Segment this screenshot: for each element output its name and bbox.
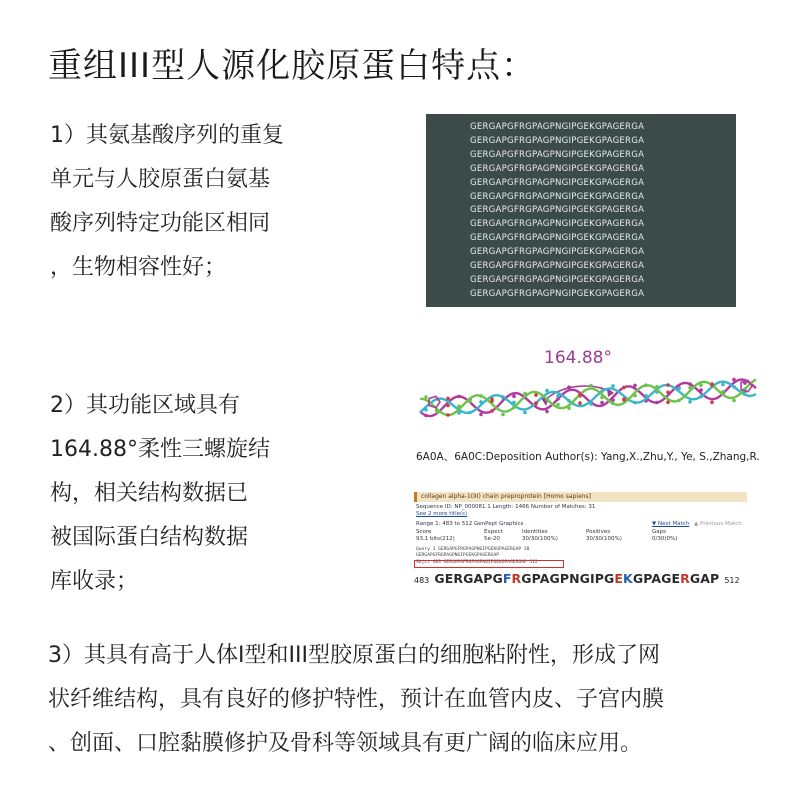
atom-dot — [479, 413, 483, 417]
blast-seq-id: Sequence ID: NP_000081.1 Length: 1466 Number of Matches: 31 — [416, 504, 596, 510]
atom-dot — [490, 399, 494, 403]
atom-dot — [677, 387, 681, 391]
atom-dot — [567, 406, 571, 410]
atom-dot — [710, 383, 714, 387]
previous-match-link[interactable]: ▲ Previous Match — [694, 521, 742, 527]
residue-segment: GERGAPG — [434, 571, 503, 586]
sequence-row: GERGAPGFRGPAGPNGIPGEKGPAGERGA — [470, 261, 645, 271]
sequence-row: GERGAPGFRGPAGPNGIPGEKGPAGERGA — [470, 149, 645, 160]
atom-dot — [435, 410, 439, 414]
atom-dot — [721, 390, 725, 394]
atom-dot — [578, 393, 582, 397]
atom-dot — [424, 395, 428, 399]
atom-dot — [688, 386, 692, 390]
sequence-row: GERGAPGFRGPAGPNGIPGEKGPAGERGA — [470, 233, 645, 244]
point-3-line: 状纤维结构，具有良好的修护特性，预计在血管内皮、子宫内膜 — [48, 687, 665, 712]
atom-dot — [545, 410, 549, 414]
atom-dot — [446, 413, 450, 417]
atom-dot — [446, 397, 450, 401]
atom-dot — [666, 391, 670, 395]
residue-segment: R — [680, 571, 690, 586]
atom-dot — [644, 383, 648, 387]
atom-dot — [468, 400, 472, 404]
sequence-row: GERGAPGFRGPAGPNGIPGEKGPAGERGA — [470, 135, 645, 146]
atom-dot — [490, 409, 494, 413]
atom-dot — [512, 401, 516, 405]
atom-dot — [578, 401, 582, 405]
atom-dot — [512, 394, 516, 398]
atom-dot — [424, 408, 428, 412]
sequence-row: GERGAPGFRGPAGPNGIPGEKGPAGERGA — [470, 122, 645, 132]
sequence-row: GERGAPGFRGPAGPNGIPGEKGPAGERGA — [470, 191, 645, 202]
point-3-line: 3）其具有高于人体I型和III型胶原蛋白的细胞粘附性，形成了网 — [48, 643, 660, 668]
atom-dot — [567, 399, 571, 403]
sequence-row: GERGAPGFRGPAGPNGIPGEKGPAGERGA — [470, 177, 645, 188]
sequence-row: GERGAPGFRGPAGPNGIPGEKGPAGERGA — [470, 219, 645, 230]
sequence-end: 512 — [724, 576, 740, 585]
atom-dot — [633, 384, 637, 388]
atom-dot — [633, 394, 637, 398]
point-2-line: 库收录； — [50, 569, 139, 594]
atom-dot — [534, 393, 538, 397]
sequence-row: GERGAPGFRGPAGPNGIPGEKGPAGERGA — [470, 247, 645, 258]
atom-dot — [721, 383, 725, 387]
atom-dot — [600, 396, 604, 400]
blast-header: collagen alpha-1(III) chain preproprotein [Homo sapiens] — [414, 492, 747, 502]
atom-dot — [699, 388, 703, 392]
residue-segment: K — [623, 571, 633, 586]
atom-dot — [699, 383, 703, 387]
blast-range: Range 1: 483 to 512 GenPept Graphics — [416, 521, 524, 527]
atom-dot — [446, 404, 450, 408]
atom-dot — [688, 382, 692, 386]
residue-segment: R — [511, 571, 522, 586]
point-3-line: 、创面、口腔黏膜修护及骨科等领域具有更广阔的临床应用。 — [48, 731, 643, 756]
atom-dot — [534, 401, 538, 405]
atom-dot — [545, 398, 549, 402]
residue-segment: E — [614, 571, 624, 586]
point-2 — [50, 384, 270, 604]
residue-segment: GPAGPNGIPG — [521, 571, 615, 586]
atom-dot — [666, 400, 670, 404]
blast-match-row: GERGAPGFRGPAGPNGIPGEKGPAGERGAP — [416, 553, 499, 558]
atom-dot — [677, 399, 681, 403]
atom-dot — [655, 385, 659, 389]
atom-dot — [556, 394, 560, 398]
residue-segment: F — [502, 571, 512, 586]
point-3 — [48, 634, 664, 766]
atom-dot — [622, 386, 626, 390]
atom-dot — [468, 411, 472, 415]
helix-angle-label: 164.88° — [544, 348, 612, 368]
atom-dot — [512, 406, 516, 410]
sequence-row: GERGAPGFRGPAGPNGIPGEKGPAGERGA — [470, 163, 645, 174]
atom-dot — [622, 398, 626, 402]
sequence-row: GERGAPGFRGPAGPNGIPGEKGPAGERGA — [470, 205, 645, 216]
next-match-link[interactable]: ▼ Next Match — [652, 521, 690, 527]
atom-dot — [567, 385, 571, 389]
atom-dot — [732, 378, 736, 382]
atom-dot — [688, 400, 692, 404]
atom-dot — [479, 394, 483, 398]
point-1-line: 单元与人胶原蛋白氨基 — [50, 167, 271, 192]
atom-dot — [501, 395, 505, 399]
point-2-line: 164.88°柔性三螺旋结 — [50, 437, 270, 462]
residue-segment: GAP — [689, 571, 720, 586]
see-more-link[interactable]: See 2 more title(s) — [416, 511, 468, 517]
atom-dot — [523, 411, 527, 415]
atom-dot — [611, 402, 615, 406]
atom-dot — [666, 383, 670, 387]
atom-dot — [600, 401, 604, 405]
structure-caption: 6A0A、6A0C:Deposition Author(s): Yang,X.,Zhu,Y., Ye, S.,Zhang,R. — [416, 451, 760, 463]
atom-dot — [501, 413, 505, 417]
atom-dot — [633, 401, 637, 405]
atom-dot — [457, 395, 461, 399]
page-title: 重组III型人源化胶原蛋白特点： — [48, 46, 537, 86]
atom-dot — [556, 403, 560, 407]
blast-alignment-image: collagen alpha-1(III) chain preproprotein [Homo sapiens] Sequence ID: NP_000081.1 Length: 1466 Number of Matches: 31 See 2 more title(s) Range 1: 483 to 512 GenPept Graphics ▼ Next Match ▲ Previous Match Score Expect Identities Positives Gaps 93.1 bits(212) 5e-20 30/30(100%) 30/30(100%) 0/30(0%) Query 1 GERGAPGFRGPAGPNGIPGEKGPAGERGAP 30 GERGAPGFRGPAGPNGIPGEKGPAGERGAP Sbjct 483 GERGAPGFRGPAGPNGIPGEKGPAGERGAP 512 — [414, 492, 754, 588]
atom-dot — [589, 384, 593, 388]
atom-dot — [545, 389, 549, 393]
point-1-line: 1）其氨基酸序列的重复 — [50, 123, 284, 148]
point-1 — [50, 114, 284, 290]
atom-dot — [655, 401, 659, 405]
atom-dot — [424, 414, 428, 418]
atom-dot — [644, 394, 648, 398]
highlight-box — [414, 560, 564, 568]
atom-dot — [611, 384, 615, 388]
sequence-panel — [426, 114, 736, 307]
atom-dot — [732, 399, 736, 403]
blast-query-row: Query 1 GERGAPGFRGPAGPNGIPGEKGPAGERGAP 30 — [416, 547, 530, 552]
atom-dot — [457, 405, 461, 409]
atom-dot — [479, 400, 483, 404]
sequence-row: GERGAPGFRGPAGPNGIPGEKGPAGERGA — [470, 274, 645, 285]
atom-dot — [523, 392, 527, 396]
point-1-line: ，生物相容性好； — [50, 255, 227, 280]
atom-dot — [732, 385, 736, 389]
sequence-residues — [434, 571, 719, 586]
sequence-start: 483 — [414, 576, 430, 585]
atom-dot — [589, 402, 593, 406]
sequence-row: GERGAPGFRGPAGPNGIPGEKGPAGERGA — [470, 288, 645, 299]
triple-helix-structure-image — [416, 346, 776, 446]
residue-segment: GPAGE — [632, 571, 681, 586]
point-2-line: 2）其功能区域具有 — [50, 393, 240, 418]
atom-dot — [710, 400, 714, 404]
aligned-sequence — [414, 568, 740, 587]
point-1-line: 酸序列特定功能区相同 — [50, 211, 271, 236]
point-2-line: 被国际蛋白结构数据 — [50, 525, 249, 550]
atom-dot — [699, 395, 703, 399]
blast-subject-row: Sbjct 483 GERGAPGFRGPAGPNGIPGEKGPAGERGAP 512 — [416, 560, 538, 565]
point-2-line: 构，相关结构数据已 — [50, 481, 249, 506]
